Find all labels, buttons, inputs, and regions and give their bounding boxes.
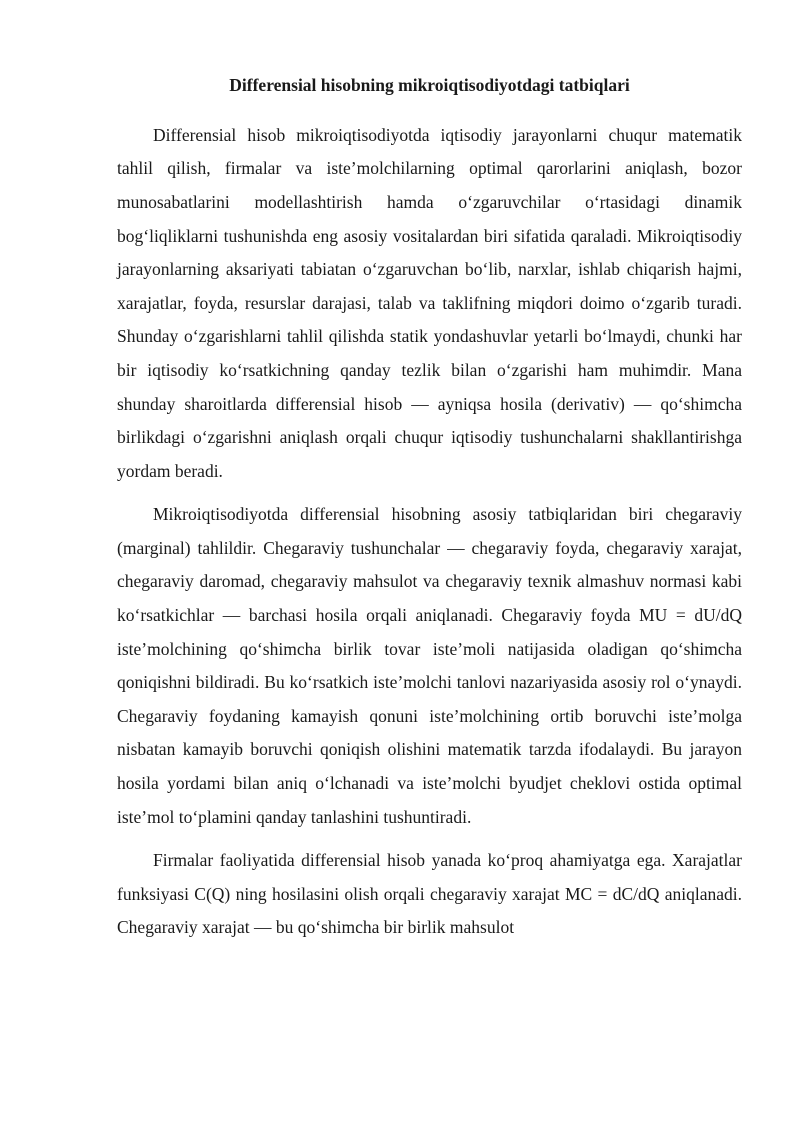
paragraph-2: Mikroiqtisodiyotda differensial hisobning asosiy tatbiqlaridan biri chegaraviy (marginal) tahlildir. Chegaraviy tushunchalar — chegaraviy foyda, chegaraviy xarajat, chegaraviy daromad, chegaraviy mahsulot va chegaraviy texnik almashuv normasi kabi ko‘rsatkichlar — barchasi hosila orqali aniqlanadi. Chegaraviy foyda MU = dU/dQ iste’molchining qo‘shimcha birlik tovar iste’moli natijasida oladigan qo‘shimcha qoniqishni bildiradi. Bu ko‘rsatkich iste’molchi tanlovi nazariyasida asosiy rol o‘ynaydi. Chegaraviy foydaning kamayish qonuni iste’molchining ortib boruvchi iste’molga nisbatan kamayib boruvchi qoniqish olishini matematik tarzda ifodalaydi. Bu jarayon hosila yordami bilan aniq o‘lchanadi va iste’molchi byudjet cheklovi ostida optimal iste’mol to‘plamini qanday tanlashini tushuntiradi. [117,504,742,827]
document-title: Differensial hisobning mikroiqtisodiyotdagi tatbiqlari [229,75,630,95]
paragraph-3: Firmalar faoliyatida differensial hisob yanada ko‘proq ahamiyatga ega. Xarajatlar funksiyasi C(Q) ning hosilasini olish orqali chegaraviy xarajat MC = dC/dQ aniqlanadi. Chegaraviy xarajat — bu qo‘shimcha bir birlik mahsulot [117,850,742,938]
paragraph-1: Differensial hisob mikroiqtisodiyotda iqtisodiy jarayonlarni chuqur matematik tahlil qilish, firmalar va iste’molchilarning optimal qarorlarini aniqlash, bozor munosabatlarini modellashtirish hamda o‘zgaruvchilar o‘rtasidagi dinamik bog‘liqliklarni tushunishda eng asosiy vositalardan biri sifatida qaraladi. Mikroiqtisodiy jarayonlarning aksariyati tabiatan o‘zgaruvchan bo‘lib, narxlar, ishlab chiqarish hajmi, xarajatlar, foyda, resurslar darajasi, talab va taklifning miqdori doimo o‘zgarib turadi. Shunday o‘zgarishlarni tahlil qilishda statik yondashuvlar yetarli bo‘lmaydi, chunki har bir iqtisodiy ko‘rsatkichning qanday tezlik bilan o‘zgarishi ham muhimdir. Mana shunday sharoitlarda differensial hisob — ayniqsa hosila (derivativ) — qo‘shimcha birlikdagi o‘zgarishni aniqlash orqali chuqur iqtisodiy tushunchalarni shakllantirishga yordam beradi. [117,124,742,481]
